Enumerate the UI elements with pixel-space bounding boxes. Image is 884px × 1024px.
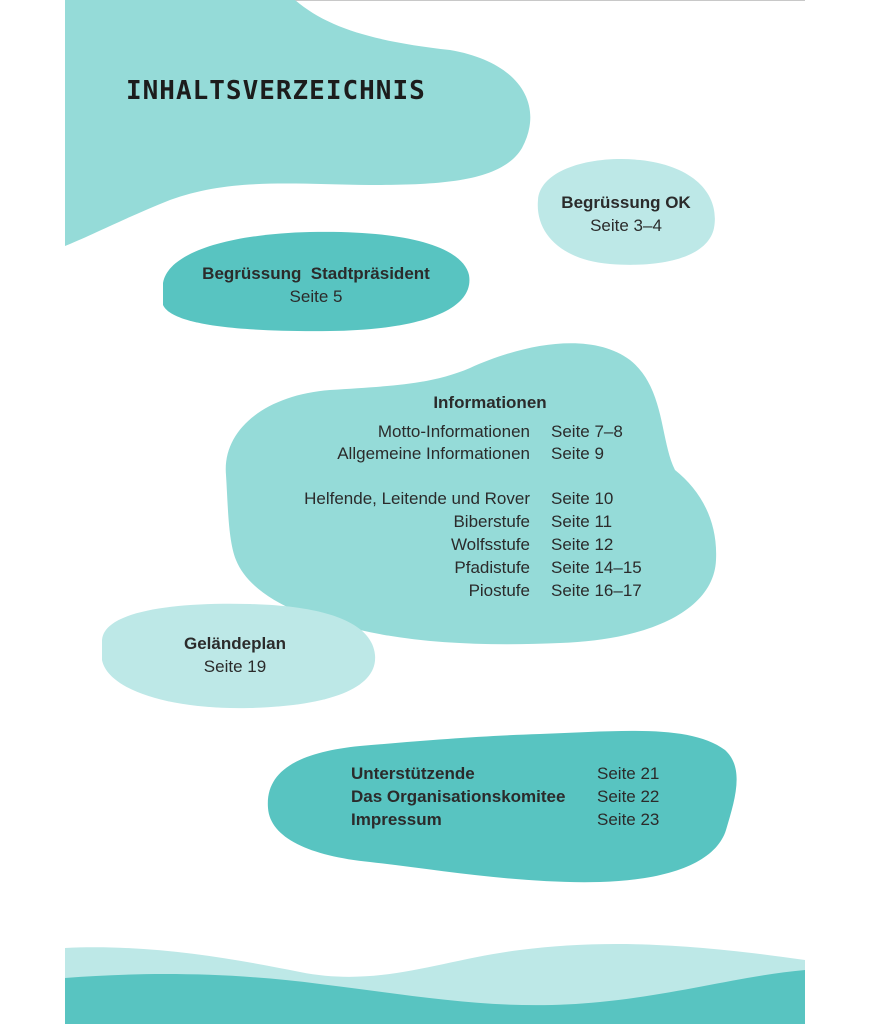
section-page: Seite 3–4 [590, 216, 662, 235]
entry-label: Biberstufe [453, 512, 530, 531]
toc-entry [250, 510, 670, 533]
entry-page: Seite 12 [551, 535, 614, 554]
entry-label: Helfende, Leitende und Rover [304, 489, 530, 508]
section-begruessung-stadt [186, 262, 446, 308]
entry-label: Piostufe [468, 581, 530, 600]
entry-page: Seite 7–8 [551, 422, 623, 441]
entry-label: Das Organisationskomitee [351, 787, 566, 806]
toc-entry [250, 420, 670, 443]
entry-page: Seite 22 [597, 787, 660, 806]
header-blob [65, 0, 530, 246]
entry-label: Wolfsstufe [450, 535, 530, 554]
section-heading-informationen: Informationen [433, 393, 547, 412]
section-begruessung-ok [556, 191, 696, 237]
toc-entry [250, 533, 670, 556]
toc-entry [351, 762, 681, 785]
entry-label: Allgemeine Informationen [337, 444, 530, 463]
entry-label: Unterstützende [351, 764, 475, 783]
section-heading: Geländeplan [183, 634, 287, 653]
toc-entry [250, 579, 670, 602]
section-gelaendeplan [160, 632, 310, 678]
entry-page: Seite 11 [551, 512, 613, 531]
entry-page: Seite 21 [597, 764, 660, 783]
toc-entry [351, 785, 681, 808]
section-heading: Begrüssung OK [561, 193, 691, 212]
entry-page: Seite 16–17 [551, 581, 642, 600]
page-title: INHALTSVERZEICHNIS [126, 76, 426, 106]
toc-entry [250, 556, 670, 579]
entry-page: Seite 10 [551, 489, 614, 508]
entry-label: Impressum [351, 810, 442, 829]
toc-entry [250, 487, 670, 510]
section-page: Seite 19 [203, 657, 267, 676]
entry-label: Pfadistufe [454, 558, 530, 577]
toc-entry [351, 808, 681, 831]
section-heading: Begrüssung Stadtpräsident [202, 264, 430, 283]
entry-page: Seite 23 [597, 810, 660, 829]
section-page: Seite 5 [289, 287, 343, 306]
entry-page: Seite 14–15 [551, 558, 642, 577]
entry-page: Seite 9 [551, 444, 604, 463]
entry-label: Motto-Informationen [377, 422, 530, 441]
toc-entry [250, 442, 670, 465]
